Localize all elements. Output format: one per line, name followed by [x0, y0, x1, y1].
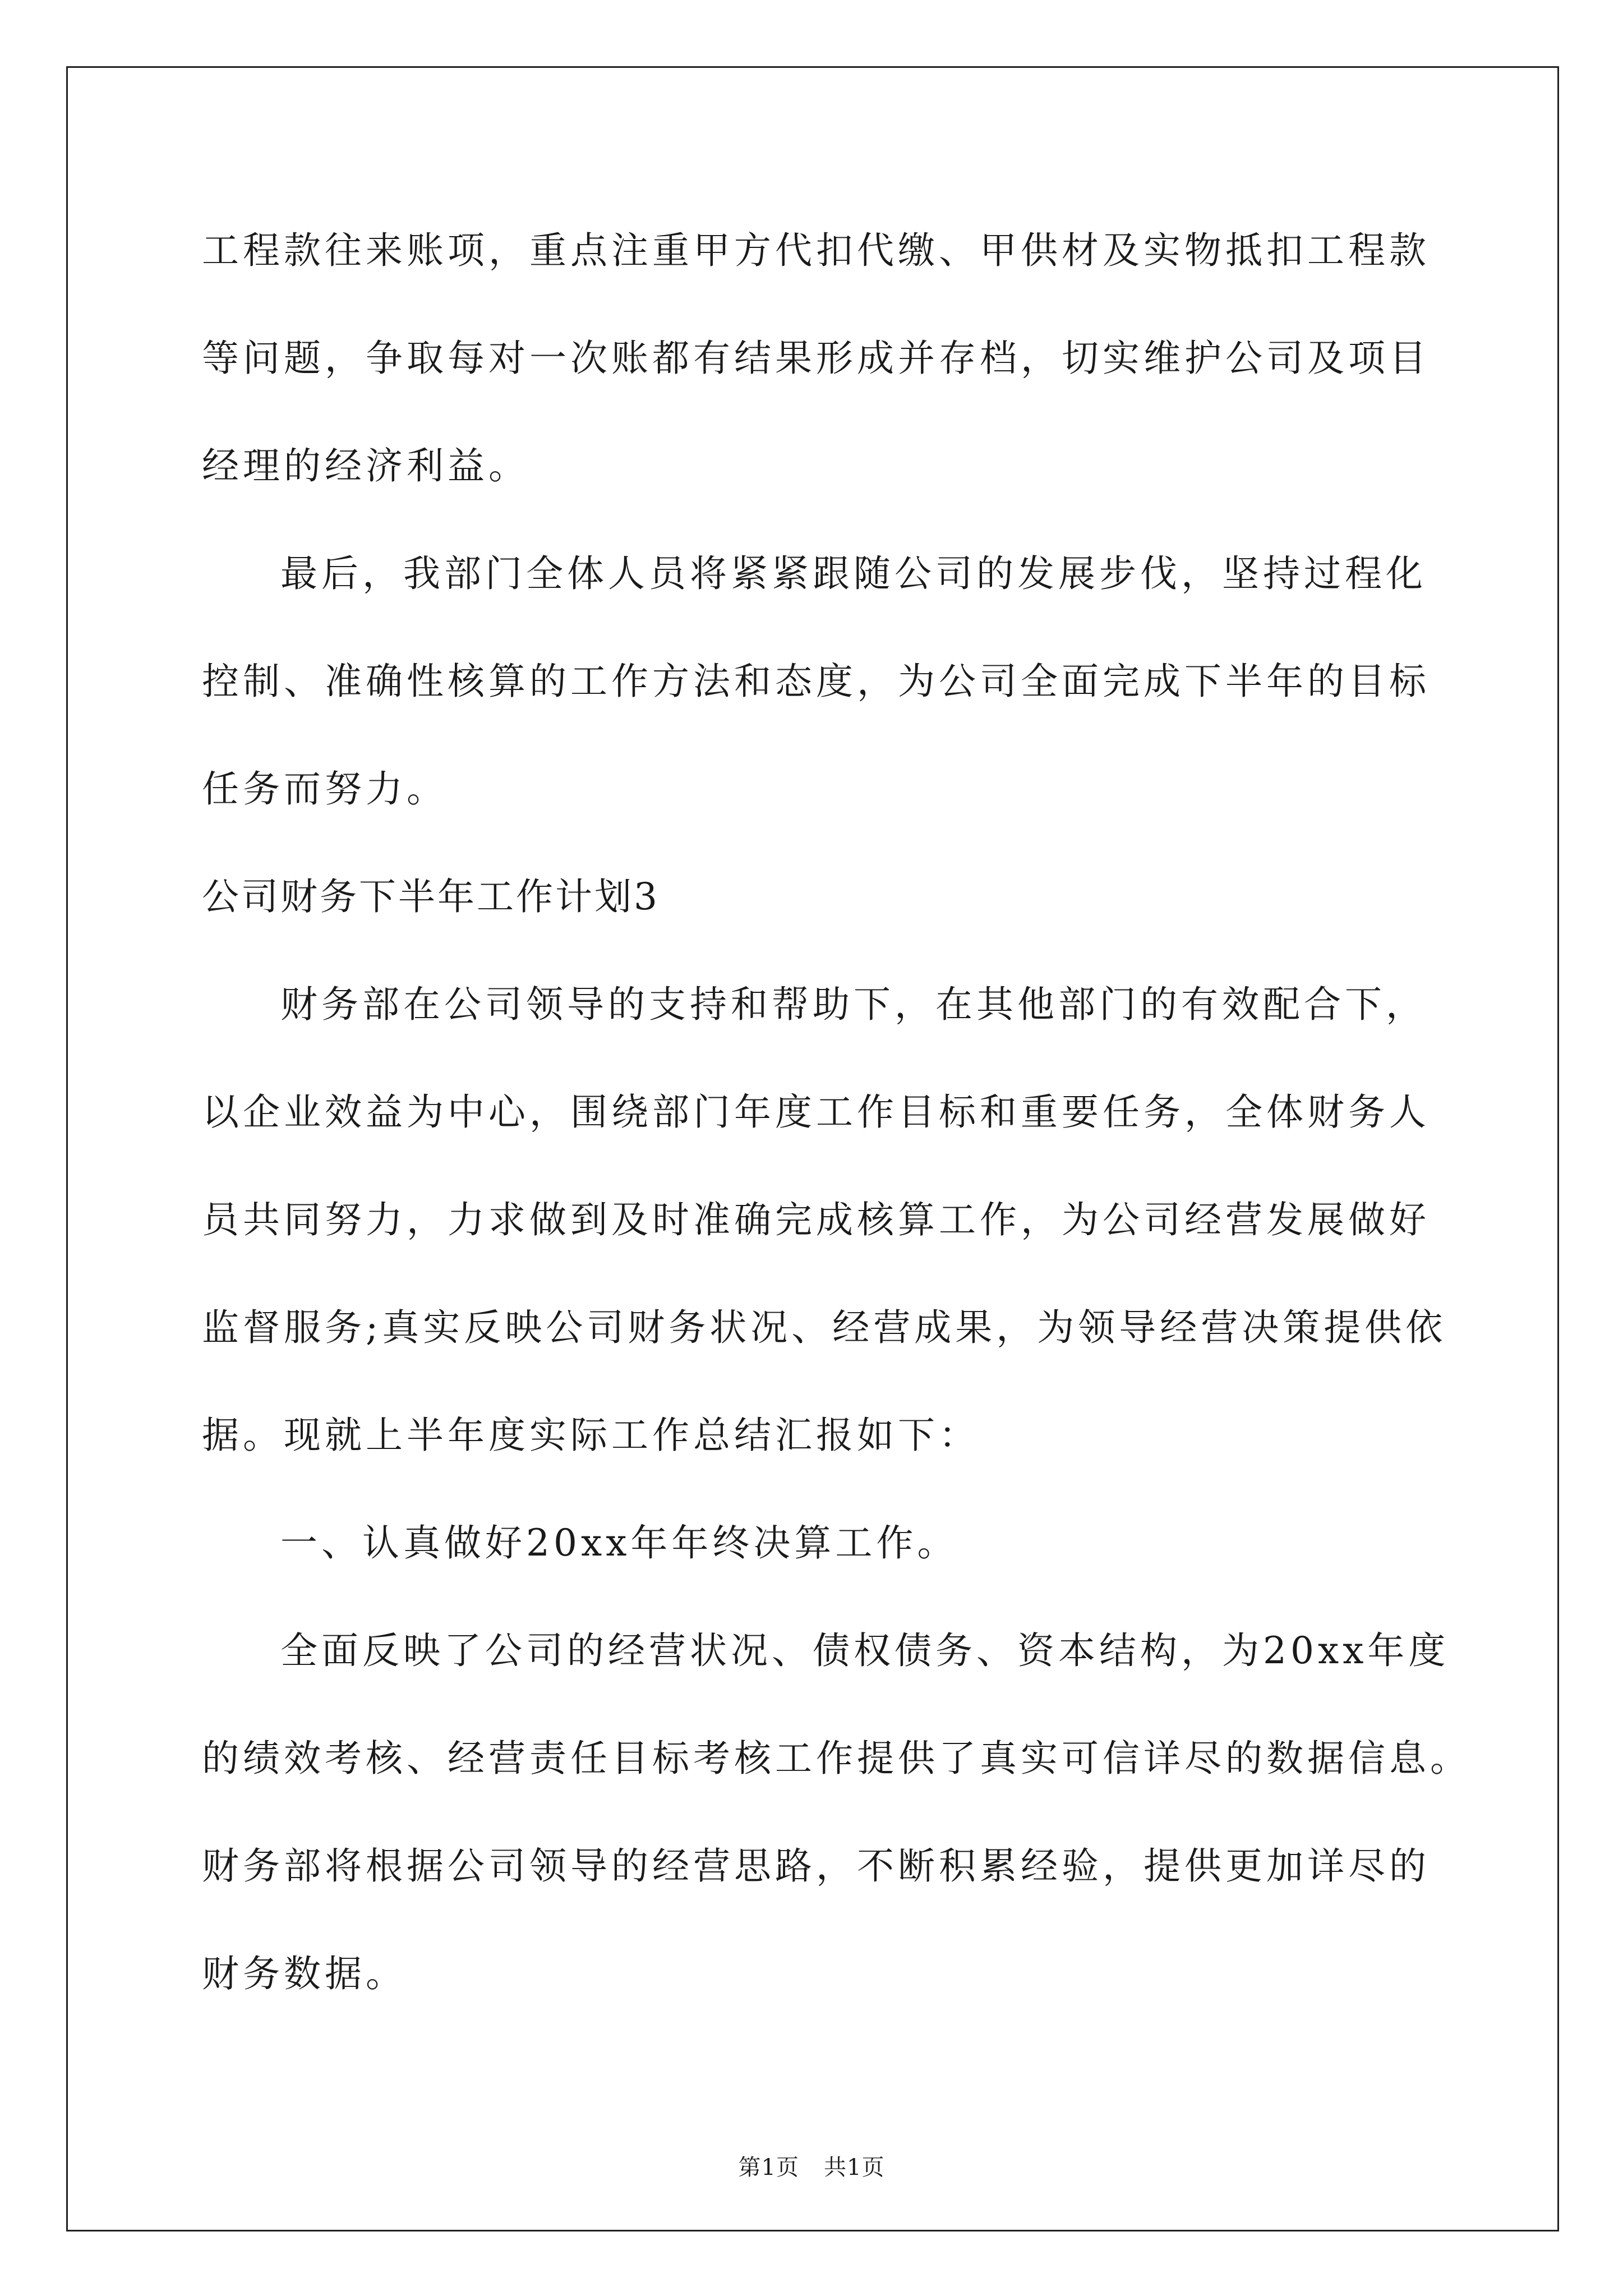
paragraph-line: 最后，我部门全体人员将紧紧跟随公司的发展步伐，坚持过程化 — [280, 552, 1427, 595]
page-number: 第1页 — [738, 2155, 799, 2180]
paragraph-line: 经理的经济利益。 — [202, 444, 529, 487]
paragraph-line: 财务数据。 — [202, 1952, 407, 1995]
paragraph-line: 等问题，争取每对一次账都有结果形成并存档，切实维护公司及项目 — [202, 337, 1430, 380]
paragraph-line: 以企业效益为中心，围绕部门年度工作目标和重要任务，全体财务人 — [202, 1091, 1430, 1134]
paragraph-line: 工程款往来账项，重点注重甲方代扣代缴、甲供材及实物抵扣工程款 — [202, 229, 1430, 272]
page-border — [66, 66, 1559, 2231]
list-item-heading: 一、认真做好20xx年年终决算工作。 — [280, 1521, 958, 1565]
section-heading: 公司财务下半年工作计划3 — [202, 875, 660, 918]
paragraph-line: 监督服务;真实反映公司财务状况、经营成果，为领导经营决策提供依 — [202, 1306, 1447, 1349]
paragraph-line: 财务部将根据公司领导的经营思路，不断积累经验，提供更加详尽的 — [202, 1844, 1430, 1888]
paragraph-line: 全面反映了公司的经营状况、债权债务、资本结构，为20xx年度 — [280, 1629, 1450, 1672]
paragraph-line: 财务部在公司领导的支持和帮助下，在其他部门的有效配合下， — [280, 983, 1427, 1026]
page-total: 共1页 — [824, 2155, 885, 2180]
paragraph-line: 任务而努力。 — [202, 767, 448, 811]
paragraph-line: 的绩效考核、经营责任目标考核工作提供了真实可信详尽的数据信息。 — [202, 1737, 1471, 1780]
paragraph-line: 控制、准确性核算的工作方法和态度，为公司全面完成下半年的目标 — [202, 660, 1430, 703]
paragraph-line: 员共同努力，力求做到及时准确完成核算工作，为公司经营发展做好 — [202, 1198, 1430, 1241]
page-footer — [0, 2153, 1623, 2182]
paragraph-line: 据。现就上半年度实际工作总结汇报如下： — [202, 1414, 980, 1457]
